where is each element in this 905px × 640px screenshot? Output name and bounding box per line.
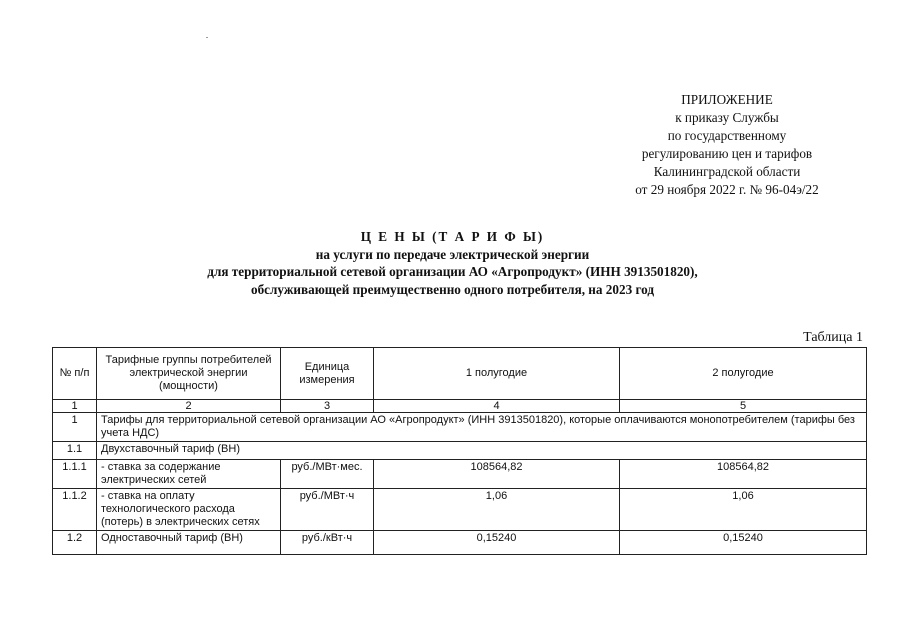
document-title [0,228,905,298]
table-row [53,531,867,555]
row-num: 1.1 [53,442,97,460]
table-row [53,460,867,489]
row-value-h1: 1,06 [374,489,620,531]
row-num: 1.1.1 [53,460,97,489]
tariff-table [52,347,867,555]
row-value-h1: 0,15240 [374,531,620,555]
title-line: на услуги по передаче электрической энергии [315,246,590,262]
row-value-h2: 108564,82 [620,460,867,489]
row-name: Одноставочный тариф (ВН) [97,531,281,555]
row-value-h2: 0,15240 [620,531,867,555]
row-unit: руб./МВт·ч [281,489,374,531]
title-main: Ц Е Н Ы (Т А Р И Ф Ы) [360,229,545,244]
row-value-h2: 1,06 [620,489,867,531]
appendix-line: регулированию цен и тарифов [641,146,813,161]
title-line: обслуживающей преимущественно одного потребителя, на 2023 год [250,281,655,297]
header-h2: 2 полугодие [620,348,867,400]
row-name: - ставка на оплату технологического расхода (потерь) в электрических сетях [97,489,281,531]
row-num: 1 [53,413,97,442]
appendix-line: по государственному [667,128,787,143]
appendix-line: ПРИЛОЖЕНИЕ [681,92,773,107]
appendix-line: от 29 ноября 2022 г. № 96-04э/22 [635,182,819,197]
header-unit: Единица измерения [281,348,374,400]
column-number: 2 [97,400,281,413]
table-row [53,413,867,442]
row-unit: руб./кВт·ч [281,531,374,555]
appendix-line: к приказу Службы [675,110,779,125]
column-number: 3 [281,400,374,413]
row-text: Двухставочный тариф (ВН) [97,442,867,460]
row-value-h1: 108564,82 [374,460,620,489]
column-number-row [53,400,867,413]
title-line: для территориальной сетевой организации АО «Агропродукт» (ИНН 3913501820), [207,264,698,279]
column-number: 4 [374,400,620,413]
header-num: № п/п [53,348,97,400]
appendix-line: Калининградской области [653,164,801,179]
scan-speck [206,37,208,38]
row-text: Тарифы для территориальной сетевой организации АО «Агропродукт» (ИНН 3913501820), которые оплачиваются монопотребителем (тарифы без учета НДС) [97,413,867,442]
header-group: Тарифные группы потребителей электрической энергии (мощности) [97,348,281,400]
table-row [53,442,867,460]
table-row [53,489,867,531]
row-num: 1.1.2 [53,489,97,531]
column-number: 5 [620,400,867,413]
row-num: 1.2 [53,531,97,555]
table-label: Таблица 1 [803,330,863,345]
header-row [53,348,867,400]
row-name: - ставка за содержание электрических сетей [97,460,281,489]
row-unit: руб./МВт·мес. [281,460,374,489]
column-number: 1 [53,400,97,413]
appendix-block [597,91,857,199]
header-h1: 1 полугодие [374,348,620,400]
